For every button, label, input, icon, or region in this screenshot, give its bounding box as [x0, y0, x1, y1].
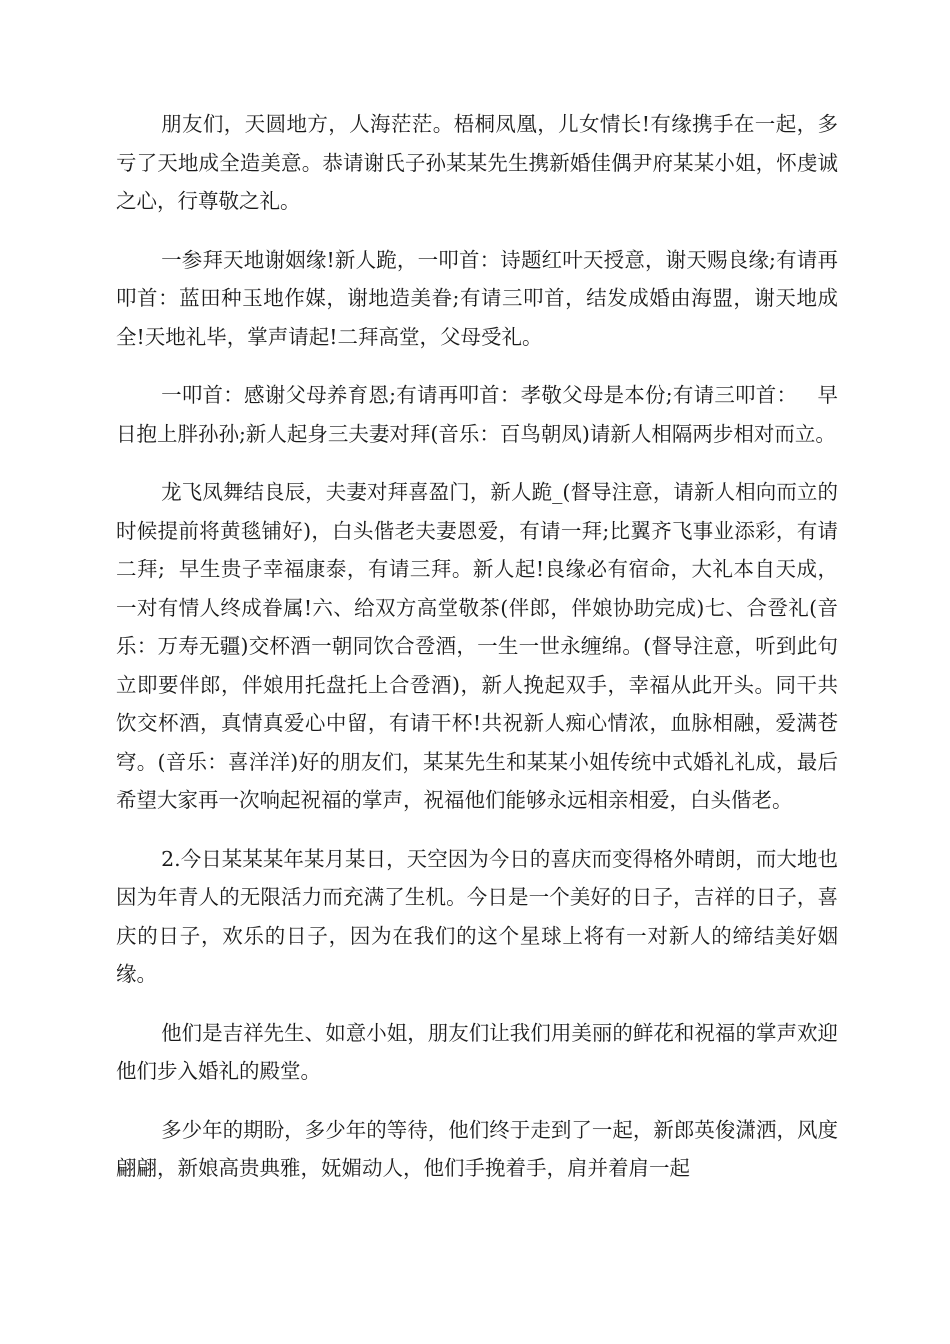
paragraph-years-of-waiting: 多少年的期盼，多少年的等待，他们终于走到了一起，新郎英俊潇洒，风度翩翩，新娘高贵典雅，妩媚动人，他们手挽着手，肩并着肩一起 — [116, 1117, 838, 1180]
paragraph-first-bow-heaven-earth: 一参拜天地谢姻缘!新人跪，一叩首：诗题红叶天授意，谢天赐良缘;有请再叩首：蓝田种玉地作媒，谢地造美眷;有请三叩首，结发成婚由海盟，谢天地成全!天地礼毕，掌声请起!二拜高堂，父母受礼。 — [116, 247, 838, 349]
paragraph-greeting: 朋友们，天圆地方，人海茫茫。梧桐凤凰，儿女情长!有缘携手在一起，多亏了天地成全造美意。恭请谢氏子孙某某先生携新婚佳偶尹府某某小姐，怀虔诚之心，行尊敬之礼。 — [116, 112, 838, 213]
paragraph-welcome-couple: 他们是吉祥先生、如意小姐，朋友们让我们用美丽的鲜花和祝福的掌声欢迎他们步入婚礼的殿堂。 — [116, 1020, 838, 1083]
document-body — [116, 105, 838, 1208]
paragraph-bow-parents: 一叩首：感谢父母养育恩;有请再叩首：孝敬父母是本份;有请三叩首： 早日抱上胖孙孙;新人起身三夫妻对拜(音乐：百鸟朝凤)请新人相隔两步相对而立。 — [116, 383, 838, 446]
paragraph-couple-bow-and-toast: 龙飞凤舞结良辰，夫妻对拜喜盈门，新人跪_(督导注意，请新人相向而立的时候提前将黄毯铺好)，白头偕老夫妻恩爱，有请一拜;比翼齐飞事业添彩，有请二拜; 早生贵子幸福康泰，有请三拜。新人起!良缘必有宿命，大礼本自天成，一对有情人终成眷属!六、给双方高堂敬茶(伴郎，伴娘协助完成)七、合卺礼(音乐：万寿无疆)交杯酒一朝同饮合卺酒，一生一世永缠绵。(督导注意，听到此句立即要伴郎，伴娘用托盘托上合卺酒)，新人挽起双手，幸福从此开头。同干共饮交杯酒，真情真爱心中留，有请干杯!共祝新人痴心情浓，血脉相融，爱满苍穹。(音乐：喜洋洋)好的朋友们，某某先生和某某小姐传统中式婚礼礼成，最后希望大家再一次响起祝福的掌声，祝福他们能够永远相亲相爱，白头偕老。 — [116, 480, 838, 812]
paragraph-second-speech-intro: 2.今日某某某年某月某日，天空因为今日的喜庆而变得格外晴朗，而大地也因为年青人的无限活力而充满了生机。今日是一个美好的日子，吉祥的日子，喜庆的日子，欢乐的日子，因为在我们的这个星球上将有一对新人的缔结美好姻缘。 — [116, 846, 838, 986]
